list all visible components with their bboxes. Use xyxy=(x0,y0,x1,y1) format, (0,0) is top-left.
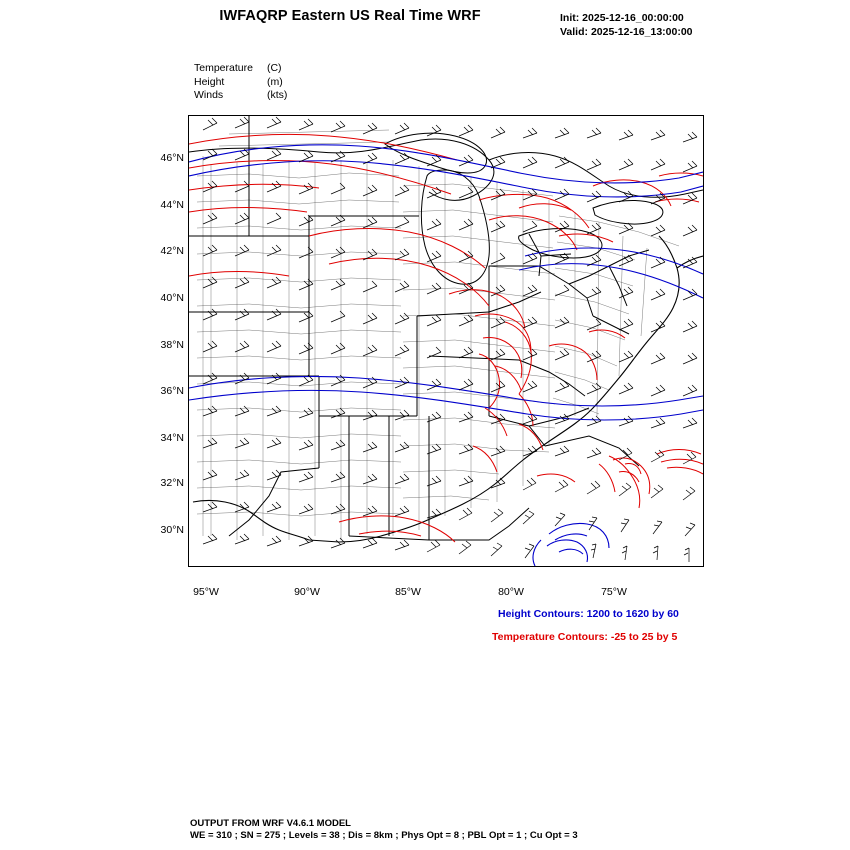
valid-value: 2025-12-16_13:00:00 xyxy=(590,26,693,38)
county-lines-layer xyxy=(197,130,679,540)
valid-label: Valid: xyxy=(560,26,589,38)
valid-time-block xyxy=(560,11,693,39)
x-tick-label-85w: 85°W xyxy=(395,586,421,598)
y-tick-label-32n: 32°N xyxy=(160,477,184,489)
map-plot-area xyxy=(188,115,704,567)
y-tick-label-46n: 46°N xyxy=(160,152,184,164)
y-tick-label-40n: 40°N xyxy=(160,292,184,304)
units-legend xyxy=(194,62,287,103)
x-tick-label-95w: 95°W xyxy=(193,586,219,598)
map-svg xyxy=(189,116,703,566)
footer-line-2: WE = 310 ; SN = 275 ; Levels = 38 ; Dis = 8km ; Phys Opt = 8 ; PBL Opt = 1 ; Cu Opt = 3 xyxy=(190,830,578,841)
x-tick-label-90w: 90°W xyxy=(294,586,320,598)
init-line xyxy=(560,11,693,25)
temperature-contours-note: Temperature Contours: -25 to 25 by 5 xyxy=(492,631,678,643)
page-title: IWFAQRP Eastern US Real Time WRF xyxy=(219,8,481,24)
legend-unit-1: (m) xyxy=(266,75,283,88)
legend-name-1: Height xyxy=(194,75,225,88)
x-tick-label-80w: 80°W xyxy=(498,586,524,598)
init-label: Init: xyxy=(560,12,580,24)
y-tick-label-44n: 44°N xyxy=(160,199,184,211)
height-contours-note: Height Contours: 1200 to 1620 by 60 xyxy=(498,608,679,620)
y-tick-label-38n: 38°N xyxy=(160,339,184,351)
y-tick-label-30n: 30°N xyxy=(160,524,184,536)
x-tick-label-75w: 75°W xyxy=(601,586,627,598)
legend-name-0: Temperature xyxy=(194,62,253,74)
footer-line-1: OUTPUT FROM WRF V4.6.1 MODEL xyxy=(190,818,351,829)
valid-line xyxy=(560,25,693,39)
legend-unit-0: (C) xyxy=(266,62,282,74)
model-output-footer xyxy=(190,818,578,842)
init-value: 2025-12-16_00:00:00 xyxy=(582,12,684,24)
wind-barbs-layer xyxy=(203,117,697,562)
y-tick-label-42n: 42°N xyxy=(160,245,184,257)
legend-name-2: Winds xyxy=(194,89,224,101)
y-tick-label-36n: 36°N xyxy=(160,385,184,397)
legend-unit-2: (kts) xyxy=(266,89,288,101)
y-tick-label-34n: 34°N xyxy=(160,432,184,444)
temperature-contours-layer xyxy=(189,134,703,542)
